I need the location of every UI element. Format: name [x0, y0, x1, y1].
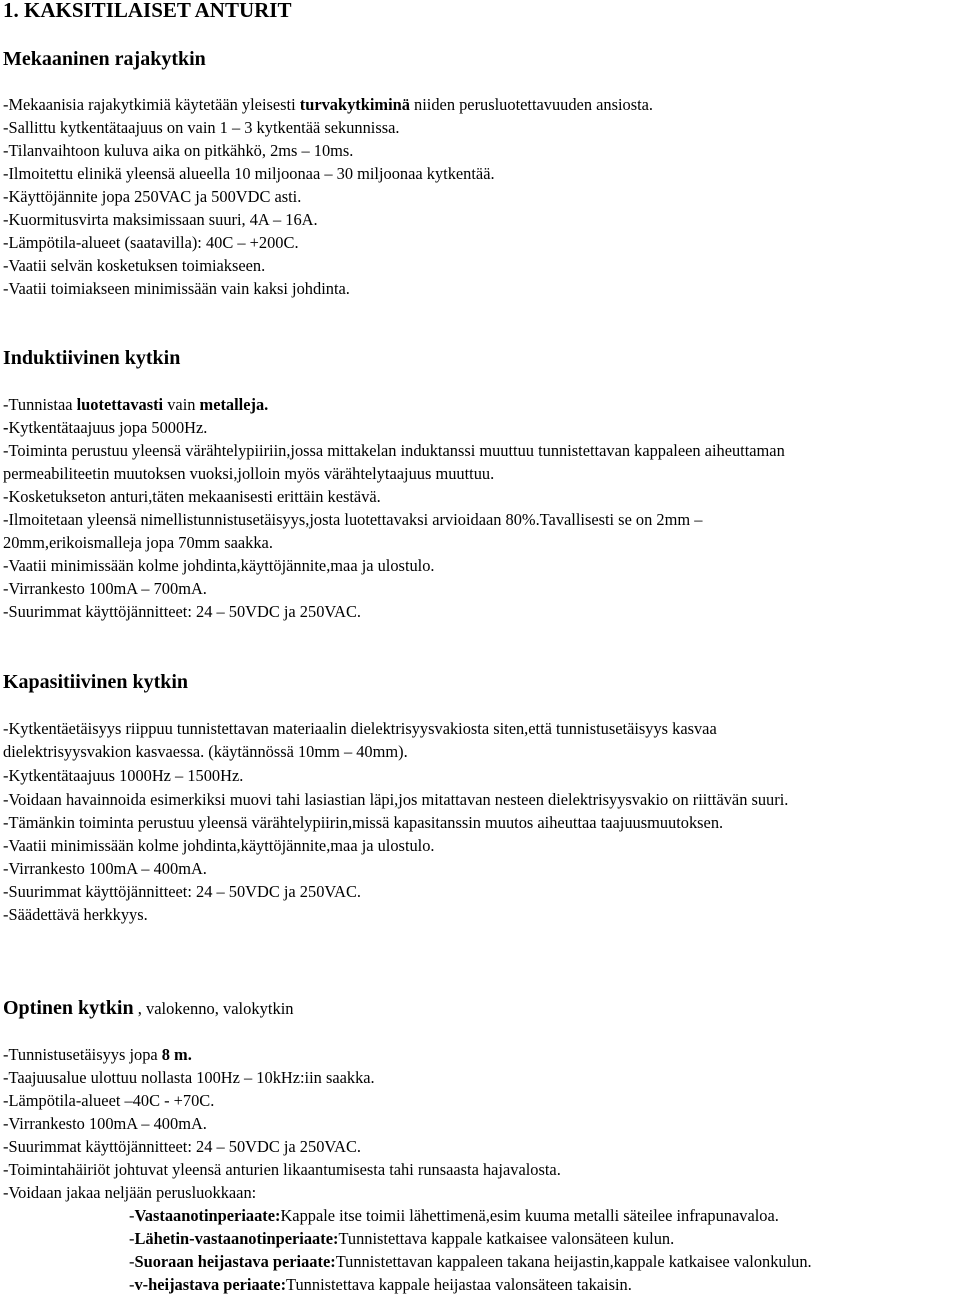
text-run: -Tämänkin toiminta perustuu yleensä värähtelypiirin,missä kapasitanssin muutos aiheuttaa taajuusmuutoksen. — [3, 813, 724, 832]
paragraph-line — [3, 256, 265, 276]
text-run: -Vaatii minimissään kolme johdinta,käyttöjännite,maa ja ulostulo. — [3, 836, 435, 855]
text-run: - — [129, 1275, 135, 1294]
paragraph-line — [3, 790, 788, 810]
text-run: 20mm,erikoismalleja jopa 70mm saakka. — [3, 533, 273, 552]
text-run: -Säädettävä herkkyys. — [3, 905, 148, 924]
paragraph-line — [3, 579, 207, 599]
bold-text: metalleja. — [199, 395, 269, 414]
text-run: Tunnistettava kappale katkaisee valonsäteen kulun. — [338, 1229, 675, 1248]
paragraph-line — [3, 813, 723, 833]
list-item — [129, 1252, 812, 1272]
text-run: -Ilmoitettu elinikä yleensä alueella 10 miljoonaa – 30 miljoonaa kytkentää. — [3, 164, 495, 183]
section-heading-optinen — [3, 996, 294, 1021]
text-run: - — [129, 1206, 135, 1225]
section-heading-optinen-suffix: , valokenno, valokytkin — [133, 999, 294, 1018]
paragraph-line — [3, 533, 273, 553]
paragraph-line — [3, 395, 268, 415]
text-run: -Kytkentätaajuus 1000Hz – 1500Hz. — [3, 766, 244, 785]
paragraph-line — [3, 1114, 207, 1134]
text-run: Tunnistettavan kappaleen takana heijastin,kappale katkaisee valonkulun. — [335, 1252, 812, 1271]
paragraph-line — [3, 464, 494, 484]
paragraph-line — [3, 164, 495, 184]
text-run: -Toiminta perustuu yleensä värähtelypiiriin,jossa mittakelan induktanssi muuttuu tunnistettavan kappaleen aiheuttaman — [3, 441, 785, 460]
text-run: -Käyttöjännite jopa 250VAC ja 500VDC asti. — [3, 187, 302, 206]
text-run: -Kuormitusvirta maksimissaan suuri, 4A – 16A. — [3, 210, 318, 229]
text-run: - — [129, 1229, 135, 1248]
text-run: permeabiliteetin muutoksen vuoksi,jolloin myös värähtelytaajuus muuttuu. — [3, 464, 495, 483]
text-run: -Sallittu kytkentätaajuus on vain 1 – 3 kytkentää sekunnissa. — [3, 118, 400, 137]
list-item — [129, 1275, 632, 1295]
text-run: niiden perusluotettavuuden ansiosta. — [409, 95, 654, 114]
text-run: -Voidaan jakaa neljään perusluokkaan: — [3, 1183, 257, 1202]
list-item — [129, 1229, 674, 1249]
paragraph-line — [3, 556, 435, 576]
text-run: vain — [163, 395, 200, 414]
paragraph-line — [3, 233, 299, 253]
text-run: -Virrankesto 100mA – 400mA. — [3, 859, 207, 878]
paragraph-line — [3, 279, 350, 299]
bold-text: turvakytkiminä — [299, 95, 410, 114]
text-run: -Virrankesto 100mA – 400mA. — [3, 1114, 207, 1133]
text-run: -Tunnistusetäisyys jopa — [3, 1045, 162, 1064]
paragraph-line — [3, 905, 148, 925]
text-run: -Kytkentäetäisyys riippuu tunnistettavan materiaalin dielektrisyysvakiosta siten,että tunnistusetäisyys kasvaa — [3, 719, 717, 738]
paragraph-line — [3, 141, 353, 161]
text-run: Kappale itse toimii lähettimenä,esim kuuma metalli säteilee infrapunavaloa. — [280, 1206, 779, 1225]
text-run: -Taajuusalue ulottuu nollasta 100Hz – 10kHz:iin saakka. — [3, 1068, 375, 1087]
text-run: -Vaatii selvän kosketuksen toimiakseen. — [3, 256, 266, 275]
bold-text: 8 m. — [161, 1045, 192, 1064]
section-heading-induktiivinen: Induktiivinen kytkin — [3, 347, 181, 369]
paragraph-line — [3, 510, 702, 530]
bold-text: - — [3, 418, 9, 437]
paragraph-line — [3, 487, 381, 507]
bold-text: Vastaanotinperiaate: — [134, 1206, 281, 1225]
paragraph-line — [3, 766, 243, 786]
text-run: -Virrankesto 100mA – 700mA. — [3, 579, 207, 598]
paragraph-line — [3, 836, 435, 856]
text-run: -Vaatii toimiakseen minimissään vain kaksi johdinta. — [3, 279, 350, 298]
document-title: 1. KAKSITILAISET ANTURIT — [3, 0, 292, 22]
paragraph-line — [3, 95, 653, 115]
section-heading-mekaaninen: Mekaaninen rajakytkin — [3, 48, 206, 70]
text-run: -Toimintahäiriöt johtuvat yleensä anturien likaantumisesta tahi runsaasta hajavalosta. — [3, 1160, 561, 1179]
text-run: -Kosketukseton anturi,täten mekaanisesti erittäin kestävä. — [3, 487, 381, 506]
text-run: -Mekaanisia rajakytkimiä käytetään yleisesti — [3, 95, 300, 114]
text-run: Tunnistettava kappale heijastaa valonsäteen takaisin. — [286, 1275, 632, 1294]
paragraph-line — [3, 118, 400, 138]
paragraph-line — [3, 187, 301, 207]
paragraph-line — [3, 602, 361, 622]
text-run: -Suurimmat käyttöjännitteet: 24 – 50VDC ja 250VAC. — [3, 882, 361, 901]
section-heading-kapasitiivinen: Kapasitiivinen kytkin — [3, 671, 189, 693]
paragraph-line — [3, 1137, 361, 1157]
paragraph-line — [3, 1160, 561, 1180]
text-run: -Lämpötila-alueet –40C - +70C. — [3, 1091, 215, 1110]
text-run: -Suurimmat käyttöjännitteet: 24 – 50VDC ja 250VAC. — [3, 1137, 361, 1156]
paragraph-line — [3, 742, 408, 762]
text-run: -Suurimmat käyttöjännitteet: 24 – 50VDC ja 250VAC. — [3, 602, 361, 621]
paragraph-line — [3, 719, 717, 739]
section-heading-optinen-title: Optinen kytkin — [3, 997, 134, 1019]
text-run: -Voidaan havainnoida esimerkiksi muovi tahi lasiastian läpi,jos mitattavan nesteen dielektrisyysvakio on riittävän suuri. — [3, 790, 789, 809]
text-run: dielektrisyysvakion kasvaessa. (käytännössä 10mm – 40mm). — [3, 742, 408, 761]
paragraph-line — [3, 418, 207, 438]
paragraph-line — [3, 882, 361, 902]
text-run: -Lämpötila-alueet (saatavilla): 40C – +200C. — [3, 233, 299, 252]
paragraph-line — [3, 1091, 214, 1111]
bold-text: luotettavasti — [76, 395, 164, 414]
paragraph-line — [3, 859, 207, 879]
text-run: -Tunnistaa — [3, 395, 77, 414]
bold-text: v-heijastava periaate: — [134, 1275, 287, 1294]
text-run: -Tilanvaihtoon kuluva aika on pitkähkö, 2ms – 10ms. — [3, 141, 354, 160]
text-run: -Vaatii minimissään kolme johdinta,käyttöjännite,maa ja ulostulo. — [3, 556, 435, 575]
text-run: -Ilmoitetaan yleensä nimellistunnistusetäisyys,josta luotettavaksi arvioidaan 80%.Tavallisesti se on 2mm – — [3, 510, 703, 529]
text-run: Kytkentätaajuus jopa 5000Hz. — [8, 418, 208, 437]
bold-text: Suoraan heijastava periaate: — [134, 1252, 336, 1271]
text-run: - — [129, 1252, 135, 1271]
paragraph-line — [3, 1183, 256, 1203]
list-item — [129, 1206, 779, 1226]
bold-text: Lähetin-vastaanotinperiaate: — [134, 1229, 339, 1248]
paragraph-line — [3, 1045, 192, 1065]
paragraph-line — [3, 1068, 375, 1088]
paragraph-line — [3, 210, 318, 230]
paragraph-line — [3, 441, 785, 461]
